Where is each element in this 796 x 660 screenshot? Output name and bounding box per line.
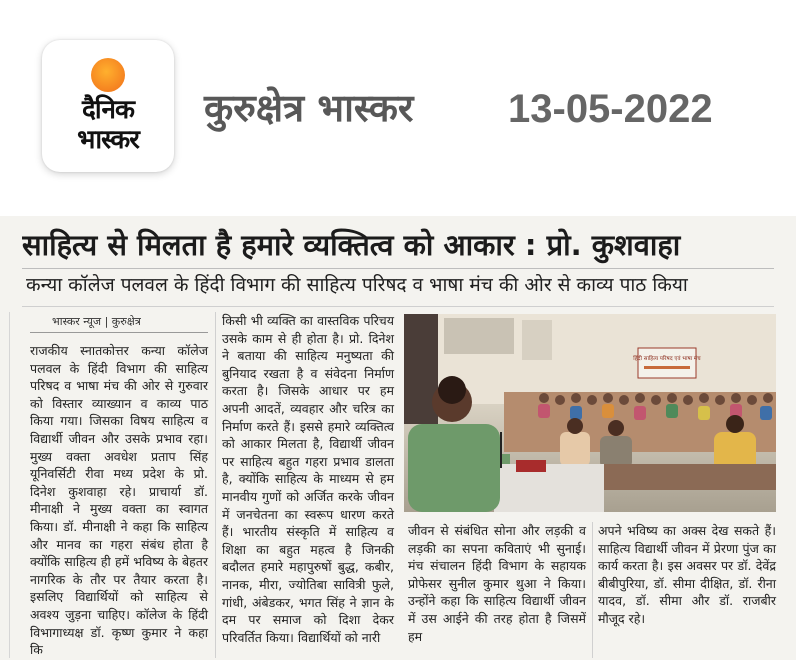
column-1-text: राजकीय स्नातकोत्तर कन्या कॉलेज पलवल के हिंदी विभाग की साहित्य परिषद व भाषा मंच की ओर से गुरुवार को विस्तार व्याख्यान व काव्य पाठ किया गया। जिसका विषय साहित्य व विद्यार्थी जीवन और उसके प्रभाव रहा। मुख्य वक्ता अवधेश प्रताप सिंह यूनिवर्सिटी रीवा मध्य प्रदेश के प्रो. दिनेश कुशवाहा रहे। प्राचार्या डॉ. मीनाक्षी ने मुख्य वक्ता का स्वागत किया। डॉ. मीनाक्षी ने कहा कि साहित्य और मानव का गहरा संबंध होता है क्योंकि साहित्य ही हमें भविष्य के बेहतर नागरिक के तौर पर तैयार करता है। इसलिए विद्यार्थियों को साहित्य से अवश्य जुड़ना चाहिए। कॉलेज के हिंदी विभागाध्यक्ष डॉ. कृष्ण कुमार ने कहा कि bbox=[30, 343, 208, 658]
event-photo bbox=[404, 314, 776, 512]
column-divider bbox=[215, 312, 216, 658]
page-header bbox=[0, 0, 796, 210]
byline-divider bbox=[30, 332, 208, 333]
article-column-2 bbox=[222, 312, 394, 646]
headline-divider bbox=[22, 268, 774, 269]
column-divider bbox=[592, 522, 593, 658]
event-photo-illustration bbox=[404, 314, 776, 512]
column-2-text: किसी भी व्यक्ति का वास्तविक परिचय उसके काम से ही होता है। प्रो. दिनेश ने बताया की साहित्य मनुष्यता की बुनियाद रखता है व संवेदना निर्माण करता है। जिसके आधार पर हम अपनी आदतें, व्यवहार और चरित्र का निर्माण करते हैं। इससे हमारे व्यक्तित्व को आकार मिलता है, विद्यार्थी जीवन पर साहित्य बहुत गहरा प्रभाव डालता है, क्योंकि साहित्य के माध्यम से हम मानवीय गुणों को अर्जित करके जीवन में जनचेतना का स्वरूप धारण करते हैं। भारतीय संस्कृति में साहित्य व शिक्षा का बहुत महत्व है जिनकी बदौलत हमारे महापुरुषों बुद्ध, कबीर, नानक, मीरा, ज्योतिबा सावित्री फुले, गांधी, अंबेडकर, भगत सिंह ने ज्ञान के दम पर समाज को दिशा देकर परिवर्तित किया। विद्यार्थियों को नारी bbox=[222, 313, 394, 645]
column-3-text: जीवन से संबंधित सोना और लड़की व लड़की का सपना कविताएं भी सुनाई। मंच संचालन हिंदी विभाग के सहायक प्रोफेसर सुनील कुमार थुआ ने किया। उन्होंने कहा कि साहित्य विद्यार्थी जीवन में उस आईने की तरह होता है जिसमें हम bbox=[408, 523, 586, 644]
logo-text-line1: दैनिक bbox=[82, 95, 134, 125]
subheadline-divider bbox=[22, 306, 774, 307]
publication-date: 13-05-2022 bbox=[508, 87, 713, 131]
article-subheadline: कन्या कॉलेज पलवल के हिंदी विभाग की साहित्य परिषद व भाषा मंच की ओर से काव्य पाठ किया bbox=[26, 274, 688, 296]
adjacent-column-edge bbox=[0, 312, 10, 658]
edition-name: कुरुक्षेत्र भास्कर bbox=[204, 86, 414, 130]
article-column-1 bbox=[30, 342, 208, 659]
article-byline: भास्कर न्यूज | कुरुक्षेत्र bbox=[52, 315, 141, 328]
article-column-4 bbox=[598, 522, 776, 628]
newspaper-clipping bbox=[0, 216, 796, 660]
article-column-3 bbox=[408, 522, 586, 645]
column-4-text: अपने भविष्य का अक्स देख सकते हैं। साहित्य विद्यार्थी जीवन में प्रेरणा पुंज का कार्य करता है। इस अवसर पर डॉ. देवेंद्र बीबीपुरिया, डॉ. सीमा दीक्षित, डॉ. रीना यादव, डॉ. सीमा और डॉ. राजबीर मौजूद रहे। bbox=[598, 523, 776, 626]
logo-text-line2: भास्कर bbox=[77, 125, 139, 155]
sun-icon bbox=[91, 58, 125, 92]
article-headline: साहित्य से मिलता है हमारे व्यक्तित्व को आकार : प्रो. कुशवाहा bbox=[22, 228, 681, 262]
photo-banner-text: हिंदी साहित्य परिषद एवं भाषा मंच bbox=[633, 356, 701, 362]
dainik-bhaskar-logo[interactable] bbox=[42, 40, 174, 172]
